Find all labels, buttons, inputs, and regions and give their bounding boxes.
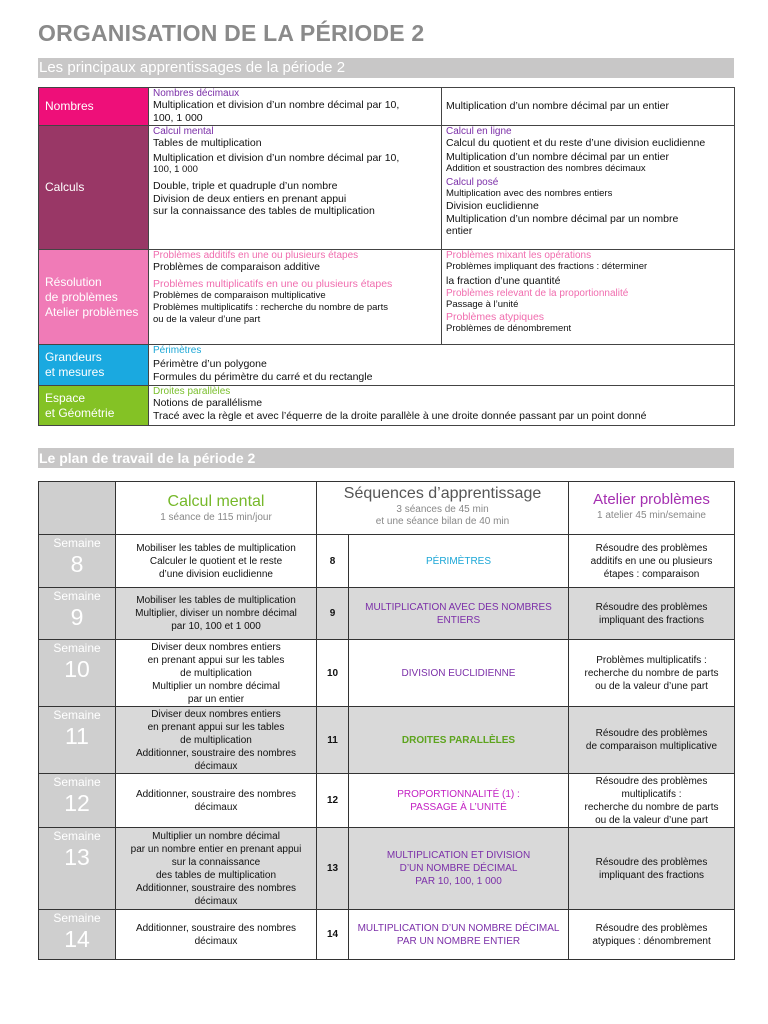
sequence-cell (349, 588, 569, 640)
week-label (39, 535, 116, 588)
header-corner (39, 482, 116, 535)
label-line: de problèmes (45, 289, 118, 304)
text-line: MULTIPLICATION D’UN NOMBRE DÉCIMAL (357, 922, 560, 934)
resolution-right (442, 250, 735, 345)
atelier-cell (569, 828, 735, 910)
heading-proportionnalite: Problèmes relevant de la proportionnalité (446, 287, 629, 299)
atelier-cell (569, 535, 735, 588)
heading-droites-paralleles: Droites parallèles (153, 386, 231, 397)
text-line: sur la connaissance (171, 856, 261, 868)
text-line: Multiplication d’un nombre décimal par un nombre (446, 212, 679, 225)
atelier-cell (569, 774, 735, 828)
heading-problemes-multiplicatifs: Problèmes multiplicatifs en une ou plusieurs étapes (153, 277, 393, 290)
text-line: Mobiliser les tables de multiplication (136, 595, 296, 606)
text-line: PAR 10, 100, 1 000 (415, 876, 502, 887)
sequence-number: 11 (317, 707, 349, 774)
plan-body (39, 535, 735, 960)
text-line: impliquant des fractions (598, 869, 705, 881)
domain-label-espace (39, 386, 149, 426)
text-line: PASSAGE À L’UNITÉ (410, 801, 507, 813)
text-line: sur la connaissance des tables de multiplication (153, 205, 375, 217)
text-line: décimaux (194, 935, 238, 947)
atelier-cell (569, 640, 735, 707)
week-word: Semaine (53, 536, 101, 550)
text-line: Résoudre des problèmes (595, 601, 708, 613)
calcul-mental-cell (116, 588, 317, 640)
text-line: Problèmes de dénombrement (446, 323, 572, 334)
calcul-mental-cell (116, 535, 317, 588)
text-line: PROPORTIONNALITÉ (1) : (397, 788, 520, 800)
text-line: Additionner, soustraire des nombres (135, 922, 297, 934)
header-title-part: mental (216, 493, 265, 510)
text-line: décimaux (194, 760, 238, 772)
sequence-cell (349, 910, 569, 960)
calcul-mental-cell (116, 828, 317, 910)
text-line: Tables de multiplication (153, 137, 262, 149)
text-line: Calcul du quotient et du reste d’une division euclidienne (446, 137, 706, 149)
text-line: Multiplier, diviser un nombre décimal (135, 608, 297, 619)
text-line: Résoudre des problèmes (595, 922, 708, 934)
heading-perimetres: Périmètres (153, 345, 202, 356)
header-title-part: Calcul (167, 493, 217, 510)
week-word: Semaine (53, 775, 101, 789)
plan-row-semaine-13 (39, 828, 735, 910)
text-line: de multiplication (180, 667, 252, 679)
week-number: 12 (64, 790, 90, 816)
text-line: 100, 1 000 (153, 111, 203, 124)
espace-content (149, 386, 735, 426)
week-label (39, 588, 116, 640)
header-title: Séquences d’apprentissage (343, 485, 542, 502)
week-number: 8 (70, 551, 84, 577)
sequence-cell (349, 774, 569, 828)
text-line: Mobiliser les tables de multiplication (136, 542, 296, 554)
label-line: Résolution (45, 274, 102, 289)
row-nombres (39, 88, 735, 126)
week-label (39, 774, 116, 828)
text-line: décimaux (194, 801, 238, 813)
calcul-mental-cell (116, 774, 317, 828)
text-line: des tables de multiplication (155, 869, 277, 881)
text-line: Multiplication d’un nombre décimal par un entier (446, 150, 669, 163)
heading-calcul-mental: Calcul mental (153, 126, 214, 137)
heading-nombres-decimaux: Nombres décimaux (153, 88, 240, 99)
text-line: Notions de parallélisme (153, 397, 263, 409)
header-subtitle: 3 séances de 45 min (396, 504, 489, 515)
sequence-number: 9 (317, 588, 349, 640)
plan-header-row (39, 482, 735, 535)
week-number: 10 (64, 656, 90, 682)
heading-problemes-mixant: Problèmes mixant les opérations (446, 250, 592, 261)
heading-calcul-en-ligne: Calcul en ligne (446, 126, 512, 137)
text-line: en prenant appui sur les tables (147, 654, 285, 666)
domain-label-calculs: Calculs (39, 126, 149, 250)
plan-row-semaine-9 (39, 588, 735, 640)
week-number: 13 (64, 844, 90, 870)
plan-row-semaine-11 (39, 707, 735, 774)
text-line: Résoudre des problèmes (595, 542, 708, 554)
text-line: Problèmes de comparaison multiplicative (153, 290, 326, 301)
label-line: Grandeurs (45, 350, 102, 364)
text-line: Multiplier un nombre décimal (152, 680, 280, 692)
text-line: Calculer le quotient et le reste (149, 555, 283, 567)
week-word: Semaine (53, 829, 101, 843)
header-calcul-mental (116, 482, 317, 535)
plan-row-semaine-12 (39, 774, 735, 828)
calculs-left (149, 126, 442, 250)
text-line: Problèmes de comparaison additive (153, 261, 320, 273)
week-number: 11 (65, 723, 89, 749)
calculs-right (442, 126, 735, 250)
text-line: Multiplication avec des nombres entiers (446, 188, 613, 199)
row-resolution (39, 250, 735, 345)
sequence-number: 8 (317, 535, 349, 588)
text-line: entier (446, 225, 473, 237)
atelier-cell (569, 588, 735, 640)
text-line: Additionner, soustraire des nombres (135, 882, 297, 894)
header-atelier (569, 482, 735, 535)
text-line: Division de deux entiers en prenant appui (153, 192, 347, 205)
text-line: additifs en une ou plusieurs (590, 555, 713, 567)
text-line: DIVISION EUCLIDIENNE (401, 667, 516, 679)
week-word: Semaine (53, 911, 101, 925)
text-line: Résoudre des problèmes (595, 775, 708, 787)
text-line: DROITES PARALLÈLES (401, 734, 516, 746)
calcul-mental-cell (116, 910, 317, 960)
heading-problemes-additifs: Problèmes additifs en une ou plusieurs étapes (153, 250, 359, 261)
text-line: par 10, 100 et 1 000 (171, 621, 261, 632)
sequence-cell (349, 640, 569, 707)
text-line: par un nombre entier en prenant appui (130, 843, 302, 855)
text-line: 100, 1 000 (153, 164, 198, 175)
header-subtitle: 1 atelier 45 min/semaine (597, 510, 706, 521)
text-line: Additionner, soustraire des nombres (135, 747, 297, 759)
text-line: Formules du périmètre du carré et du rectangle (153, 370, 373, 383)
text-line: MULTIPLICATION ET DIVISION (386, 850, 531, 861)
header-sequences (317, 482, 569, 535)
text-line: d’une division euclidienne (159, 568, 273, 580)
week-word: Semaine (53, 641, 101, 655)
text-line: Résoudre des problèmes (595, 856, 708, 868)
text-line: recherche du nombre de parts (584, 801, 719, 813)
domain-label-resolution (39, 250, 149, 345)
text-line: PÉRIMÈTRES (426, 555, 492, 567)
domain-label-nombres: Nombres (39, 88, 149, 126)
text-line: Problèmes multiplicatifs : recherche du nombre de parts (153, 302, 388, 313)
row-calculs (39, 126, 735, 250)
text-line: étapes : comparaison (603, 568, 700, 580)
plan-row-semaine-14 (39, 910, 735, 960)
text-line: Additionner, soustraire des nombres (135, 788, 297, 800)
text-line: Périmètre d’un polygone (153, 358, 267, 370)
week-word: Semaine (53, 708, 101, 722)
heading-problemes-atypiques: Problèmes atypiques (446, 310, 545, 323)
text-line: ou de la valeur d’une part (595, 680, 708, 692)
text-line: Problèmes multiplicatifs : (596, 654, 707, 666)
label-line: Espace (45, 390, 86, 405)
atelier-cell (569, 910, 735, 960)
text-line: ENTIERS (436, 614, 481, 626)
text-line: impliquant des fractions (598, 614, 705, 626)
text-line: Diviser deux nombres entiers (151, 641, 281, 653)
apprentissages-table (38, 87, 735, 426)
sequence-cell (349, 535, 569, 588)
text-line: Passage à l’unité (446, 298, 519, 310)
text-line: Multiplication et division d’un nombre décimal par 10, (153, 99, 400, 111)
text-line: multiplicatifs : (621, 788, 682, 800)
text-line: Résoudre des problèmes (595, 728, 708, 739)
sequence-number: 12 (317, 774, 349, 828)
text-line: Addition et soustraction des nombres décimaux (446, 163, 646, 174)
text-line: Multiplication et division d’un nombre décimal par 10, (153, 151, 400, 164)
plan-de-travail-table (38, 481, 735, 960)
week-label (39, 828, 116, 910)
page-title: ORGANISATION DE LA PÉRIODE 2 (38, 20, 425, 46)
label-line: et Géométrie (45, 405, 115, 420)
row-grandeurs (39, 345, 735, 386)
text-line: de comparaison multiplicative (585, 741, 718, 752)
text-line: ou de la valeur d’une part (595, 814, 708, 826)
sequence-number: 14 (317, 910, 349, 960)
text-line: Division euclidienne (446, 200, 539, 212)
week-word: Semaine (53, 589, 101, 603)
sequence-number: 13 (317, 828, 349, 910)
header-subtitle: 1 séance de 115 min/jour (160, 512, 272, 523)
text-line: ou de la valeur d’une part (153, 314, 261, 325)
domain-label-grandeurs (39, 345, 149, 386)
text-line: atypiques : dénombrement (592, 935, 711, 947)
atelier-cell (569, 707, 735, 774)
week-label (39, 707, 116, 774)
header-title (116, 492, 316, 512)
sequence-cell (349, 707, 569, 774)
section-band-plan: Le plan de travail de la période 2 (38, 448, 734, 468)
grandeurs-content (149, 345, 735, 386)
section-band-apprentissages: Les principaux apprentissages de la période 2 (38, 58, 734, 78)
header-subtitle: et une séance bilan de 40 min (375, 516, 510, 527)
text-line: Double, triple et quadruple d’un nombre (153, 180, 338, 192)
text-line: Multiplier un nombre décimal (152, 830, 280, 842)
text-line: Diviser deux nombres entiers (151, 708, 281, 720)
text-line: de multiplication (180, 734, 252, 746)
plan-row-semaine-10 (39, 640, 735, 707)
nombres-right: Multiplication d’un nombre décimal par un entier (442, 88, 735, 126)
label-line: Atelier problèmes (45, 304, 139, 319)
week-number: 9 (70, 604, 84, 630)
week-number: 14 (64, 926, 90, 952)
week-label (39, 910, 116, 960)
text-line: la fraction d’une quantité (446, 275, 561, 287)
week-label (39, 640, 116, 707)
sequence-number: 10 (317, 640, 349, 707)
nombres-left (149, 88, 442, 126)
text-line: Problèmes impliquant des fractions : déterminer (446, 261, 648, 272)
calcul-mental-cell (116, 707, 317, 774)
calcul-mental-cell (116, 640, 317, 707)
text-line: recherche du nombre de parts (584, 667, 719, 679)
text-line: Tracé avec la règle et avec l’équerre de la droite parallèle à une droite donnée passant par un point donné (153, 409, 647, 422)
text-line: décimaux (194, 895, 238, 907)
text-line: par un entier (187, 693, 245, 705)
text-line: MULTIPLICATION AVEC DES NOMBRES (365, 601, 552, 613)
label-line: et mesures (45, 365, 105, 379)
text-line: PAR UN NOMBRE ENTIER (396, 935, 521, 947)
sequence-cell (349, 828, 569, 910)
header-title: Atelier problèmes (593, 491, 710, 508)
row-espace (39, 386, 735, 426)
text-line: en prenant appui sur les tables (147, 721, 285, 733)
resolution-left (149, 250, 442, 345)
heading-calcul-pose: Calcul posé (446, 177, 499, 188)
plan-row-semaine-8 (39, 535, 735, 588)
text-line: D’UN NOMBRE DÉCIMAL (399, 863, 518, 874)
